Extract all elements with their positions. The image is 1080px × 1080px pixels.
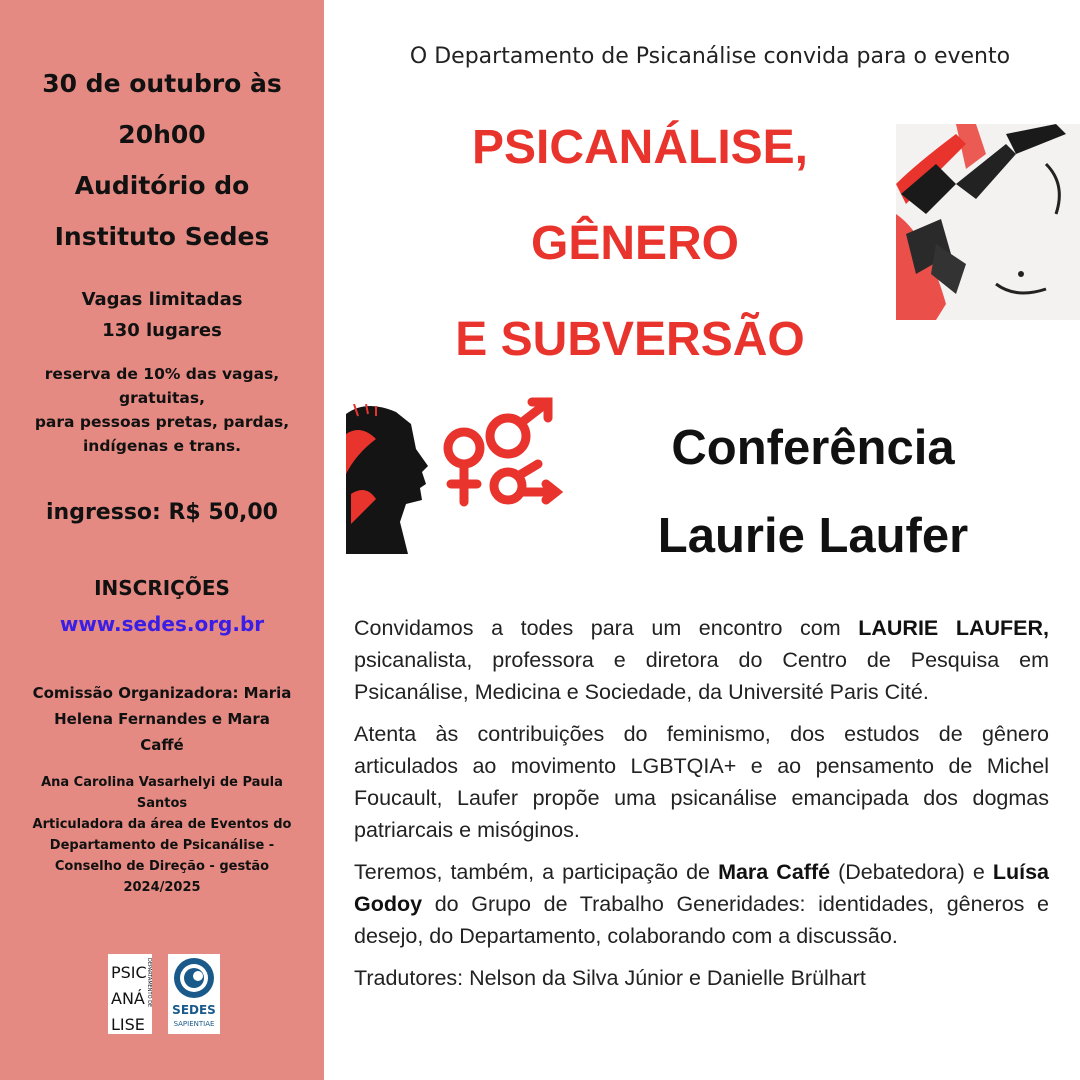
articulator-line: Santos bbox=[136, 796, 188, 811]
reserva-line: para pessoas pretas, pardas, bbox=[34, 413, 290, 431]
registration-block bbox=[0, 570, 324, 642]
articulator-line: Conselho de Direção - gestão bbox=[54, 859, 270, 874]
registration-label: INSCRIÇÕES bbox=[94, 576, 230, 600]
event-articulator bbox=[22, 772, 302, 898]
sedes-logo-name: SEDES bbox=[172, 1003, 216, 1017]
organizing-committee bbox=[20, 680, 304, 758]
logo-psic-text: PSIC bbox=[111, 963, 147, 982]
vagas-line: Vagas limitadas bbox=[81, 289, 243, 310]
articulator-line: Departamento de Psicanálise - bbox=[49, 838, 275, 853]
registration-link[interactable]: www.sedes.org.br bbox=[59, 612, 265, 636]
paragraph-invitation: Convidamos a todes para um encontro com LAURIE LAUFER, psicanalista, professora e diretora do Centro de Pesquisa em Psicanálise, Medicina e Sociedade, da Université Paris Cité. bbox=[354, 616, 1049, 704]
time-line: 20h00 bbox=[118, 120, 206, 149]
event-description bbox=[354, 612, 1049, 1004]
reserva-line: indígenas e trans. bbox=[82, 437, 242, 455]
conference-line: Conferência bbox=[671, 421, 955, 475]
event-date-location bbox=[0, 58, 324, 262]
vagas-line: 130 lugares bbox=[102, 320, 222, 341]
participant-bold: Luísa Godoy bbox=[354, 860, 1049, 916]
articulator-line: Articuladora da área de Eventos do bbox=[32, 817, 292, 832]
sedes-logo bbox=[168, 954, 220, 1034]
head-silhouette-artwork bbox=[346, 404, 442, 554]
reserva-line: reserva de 10% das vagas, bbox=[44, 365, 280, 383]
speaker-bold: LAURIE LAUFER, bbox=[858, 616, 1049, 640]
logo-dept-text: DEPARTAMENTO DE bbox=[146, 958, 152, 1008]
sedes-logo-sub: SAPIENTIAE bbox=[173, 1020, 215, 1028]
event-title bbox=[390, 100, 890, 388]
paragraph-about: Atenta às contribuições do feminismo, dos estudos de gênero articulados ao movimento LGBTQIA+ e ao pensamento de Michel Foucault, Laufer propõe uma psicanálise emancipada dos dogmas patriarcais e misóginos. bbox=[354, 722, 1049, 842]
title-line: GÊNERO bbox=[530, 217, 740, 270]
vagas-info bbox=[0, 284, 324, 346]
date-line: 30 de outubro às bbox=[42, 69, 282, 98]
debater-bold: Mara Caffé bbox=[718, 860, 831, 884]
venue-line: Instituto Sedes bbox=[54, 222, 270, 251]
brush-artwork bbox=[896, 124, 1080, 320]
psicanalise-logo bbox=[108, 954, 152, 1034]
committee-line: Caffé bbox=[140, 736, 184, 754]
intro-line: O Departamento de Psicanálise convida para o evento bbox=[409, 44, 1011, 69]
committee-line: Comissão Organizadora: Maria bbox=[32, 684, 292, 702]
ticket-price: ingresso: R$ 50,00 bbox=[46, 500, 278, 525]
logo-lise-text: LISE bbox=[111, 1015, 145, 1034]
info-sidebar bbox=[0, 0, 324, 1080]
paragraph-participants: Teremos, também, a participação de Mara Caffé (Debatedora) e Luísa Godoy do Grupo de Trabalho Generidades: identidades, gêneros e desejo, do Departamento, colaborando com a discussão. bbox=[354, 860, 1049, 948]
title-line: PSICANÁLISE, bbox=[471, 121, 809, 174]
articulator-line: 2024/2025 bbox=[123, 880, 201, 895]
reserva-line: gratuitas, bbox=[119, 389, 205, 407]
reserva-info bbox=[0, 362, 324, 458]
title-line: E SUBVERSÃO bbox=[455, 313, 805, 366]
translators: Tradutores: Nelson da Silva Júnior e Danielle Brülhart bbox=[354, 966, 866, 990]
articulator-line: Ana Carolina Vasarhelyi de Paula bbox=[41, 775, 283, 790]
logo-ana-text: ANÁ bbox=[111, 989, 145, 1008]
gender-symbols-icon bbox=[438, 396, 566, 524]
venue-line: Auditório do bbox=[74, 171, 250, 200]
committee-line: Helena Fernandes e Mara bbox=[54, 710, 270, 728]
speaker-name: Laurie Laufer bbox=[657, 509, 969, 563]
conference-heading bbox=[598, 404, 1028, 580]
